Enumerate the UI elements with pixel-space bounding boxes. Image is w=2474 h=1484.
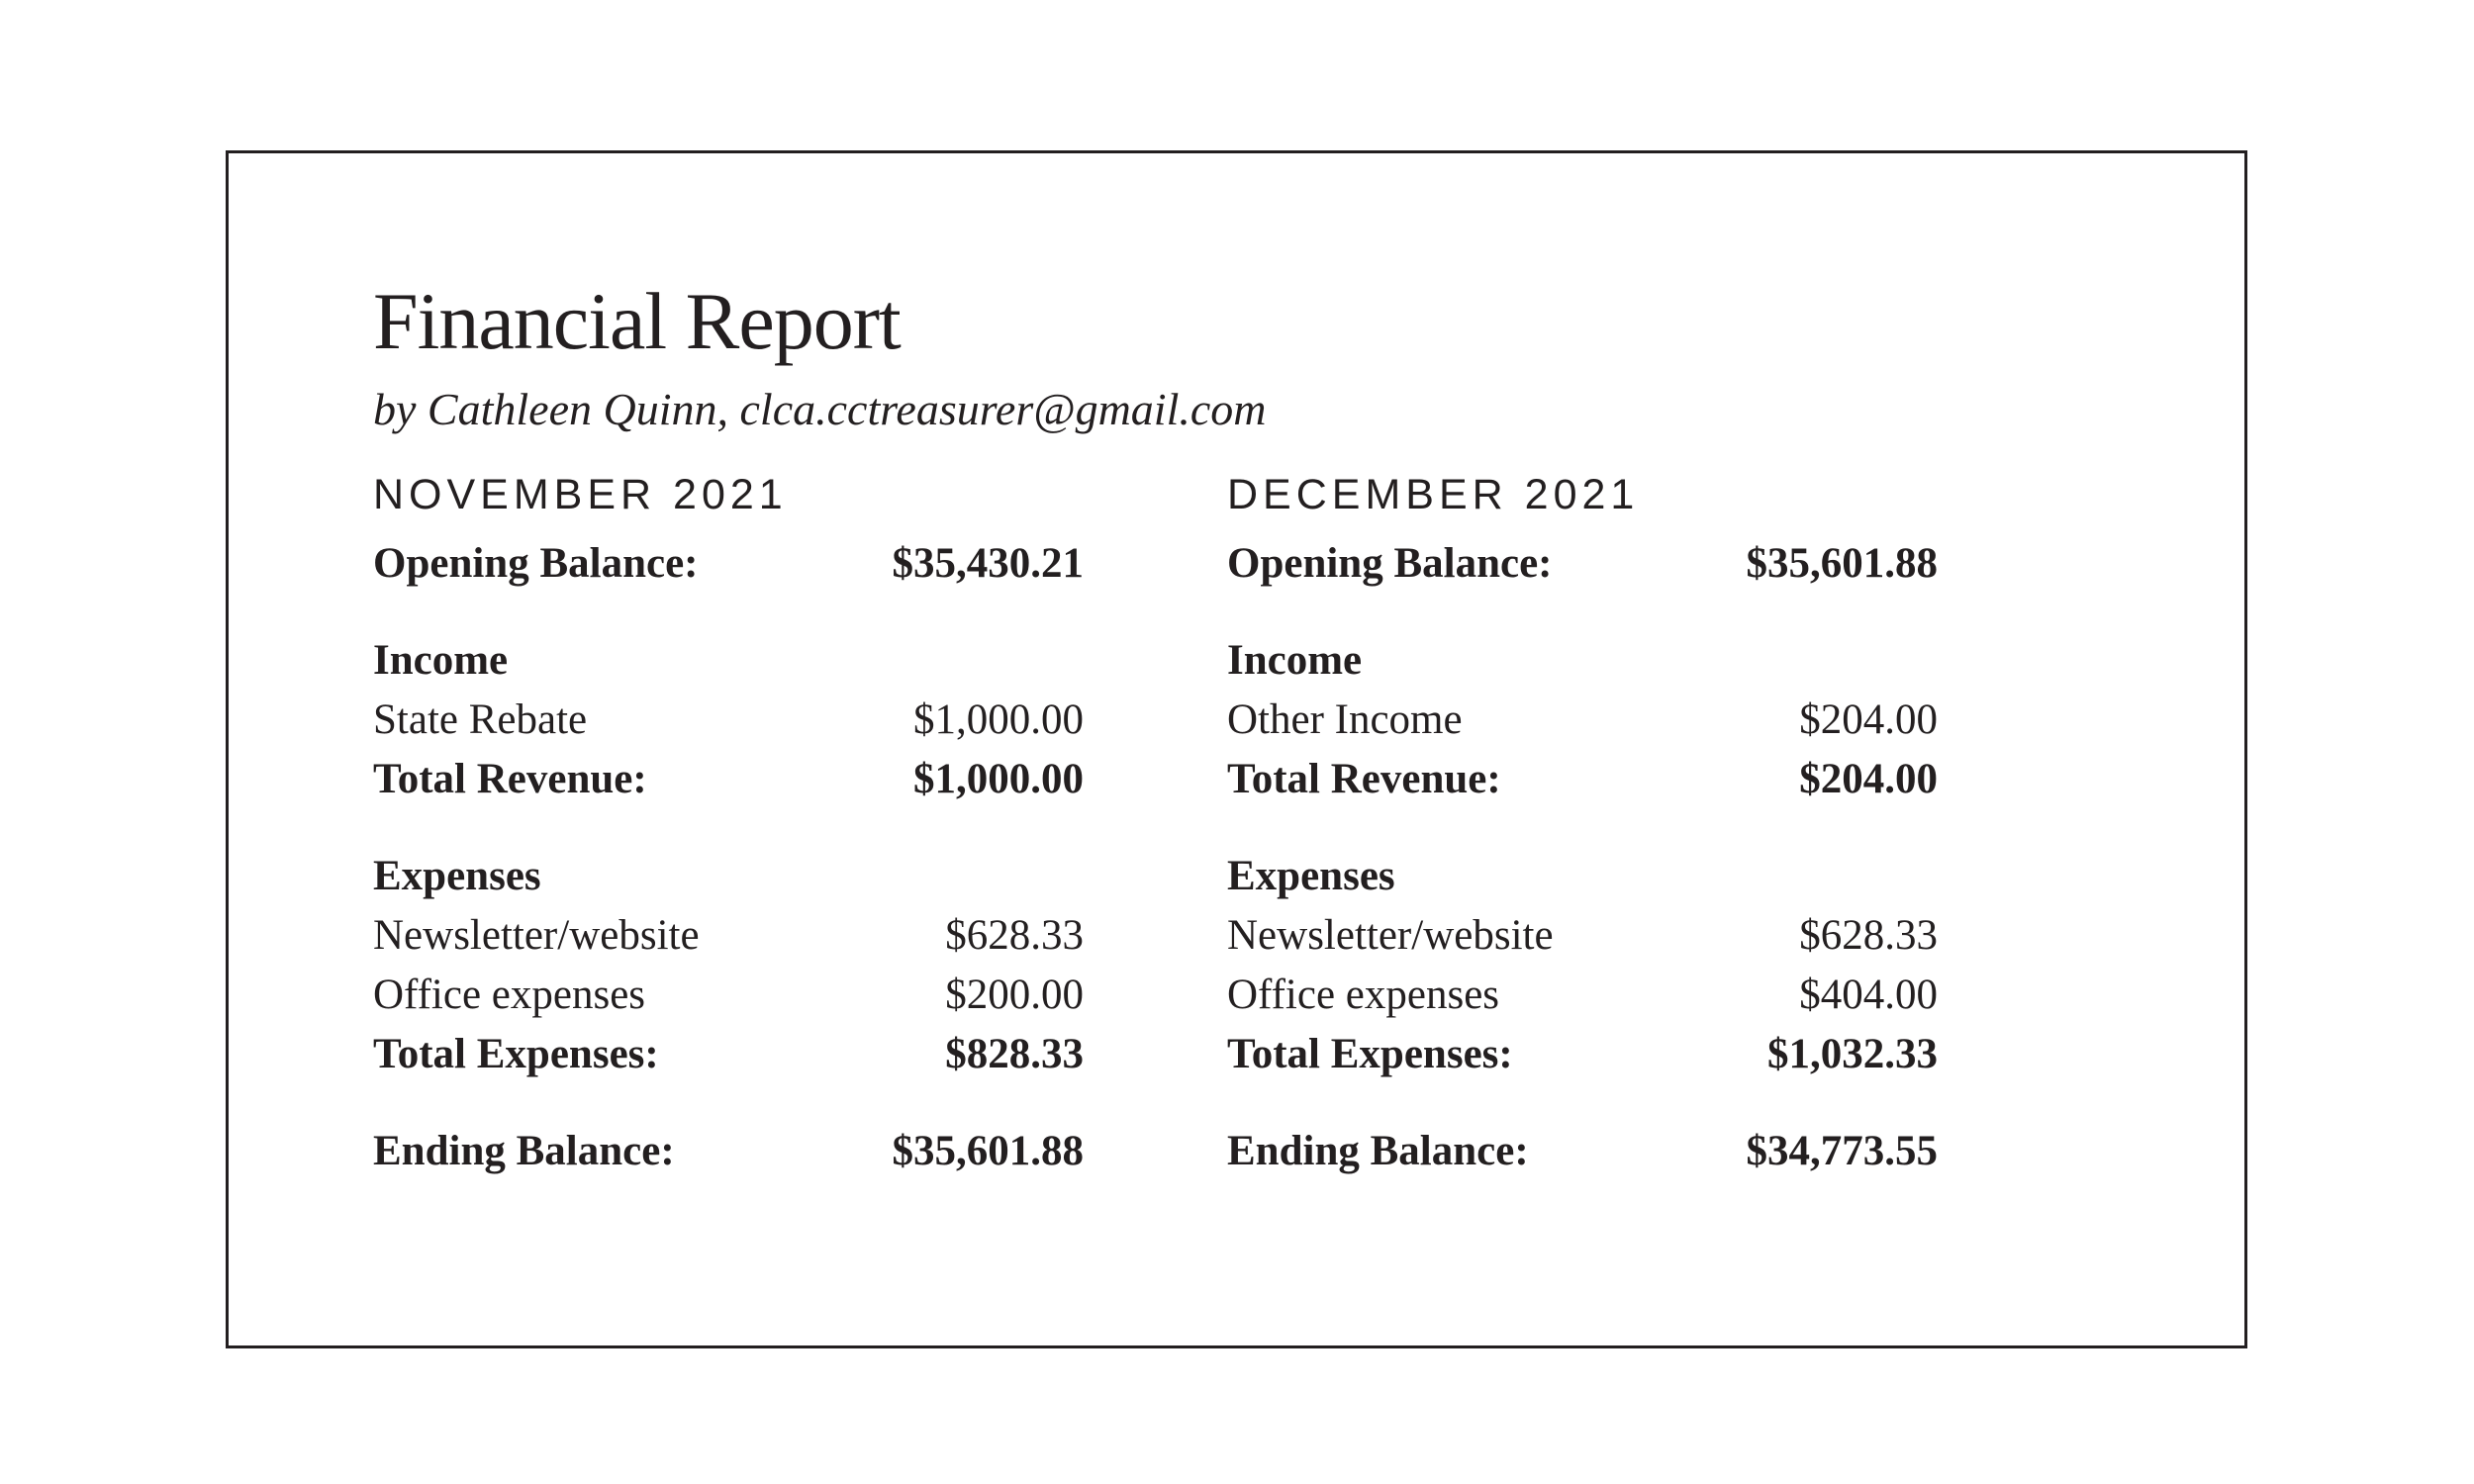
expense-value: $404.00: [1799, 972, 1938, 1018]
ending-balance-label: Ending Balance:: [1227, 1128, 1529, 1174]
ending-balance-value: $35,601.88: [892, 1128, 1084, 1174]
total-revenue-label: Total Revenue:: [373, 756, 647, 802]
total-expenses-row: [373, 1025, 1084, 1084]
expense-row: [1227, 906, 1938, 966]
expenses-heading: Expenses: [1227, 853, 1395, 899]
ending-balance-row: [1227, 1122, 1938, 1181]
income-row: [1227, 691, 1938, 750]
expense-label: Newsletter/website: [373, 912, 700, 959]
author-byline: by Cathleen Quinn, clca.cctreasurer@gmail.com: [373, 384, 1267, 434]
expense-row: [373, 966, 1084, 1025]
opening-balance-label: Opening Balance:: [1227, 540, 1553, 587]
income-value: $1,000.00: [913, 696, 1084, 743]
month-heading: NOVEMBER 2021: [373, 471, 788, 518]
total-expenses-label: Total Expenses:: [373, 1031, 659, 1077]
income-heading: Income: [1227, 637, 1363, 684]
total-revenue-value: $204.00: [1799, 756, 1938, 802]
total-expenses-value: $1,032.33: [1767, 1031, 1938, 1077]
income-row: [373, 691, 1084, 750]
opening-balance-value: $35,430.21: [892, 540, 1084, 587]
ending-balance-label: Ending Balance:: [373, 1128, 675, 1174]
total-expenses-label: Total Expenses:: [1227, 1031, 1513, 1077]
expense-value: $628.33: [1799, 912, 1938, 959]
income-value: $204.00: [1799, 696, 1938, 743]
income-label: Other Income: [1227, 696, 1463, 743]
expense-value: $200.00: [945, 972, 1084, 1018]
total-expenses-value: $828.33: [945, 1031, 1084, 1077]
expense-label: Office expenses: [373, 972, 646, 1018]
ending-balance-row: [373, 1122, 1084, 1181]
expense-label: Office expenses: [1227, 972, 1500, 1018]
month-column-november: [373, 465, 1084, 1181]
income-label: State Rebate: [373, 696, 588, 743]
opening-balance-row: [373, 534, 1084, 594]
income-heading: Income: [373, 637, 509, 684]
total-revenue-value: $1,000.00: [913, 756, 1084, 802]
page-title: Financial Report: [373, 276, 901, 366]
opening-balance-row: [1227, 534, 1938, 594]
total-expenses-row: [1227, 1025, 1938, 1084]
month-heading: DECEMBER 2021: [1227, 471, 1640, 518]
opening-balance-value: $35,601.88: [1746, 540, 1938, 587]
expense-label: Newsletter/website: [1227, 912, 1554, 959]
ending-balance-value: $34,773.55: [1746, 1128, 1938, 1174]
total-revenue-row: [373, 750, 1084, 809]
month-column-december: [1227, 465, 1938, 1181]
expenses-heading: Expenses: [373, 853, 541, 899]
expense-row: [1227, 966, 1938, 1025]
opening-balance-label: Opening Balance:: [373, 540, 699, 587]
expense-value: $628.33: [945, 912, 1084, 959]
expense-row: [373, 906, 1084, 966]
total-revenue-label: Total Revenue:: [1227, 756, 1501, 802]
total-revenue-row: [1227, 750, 1938, 809]
